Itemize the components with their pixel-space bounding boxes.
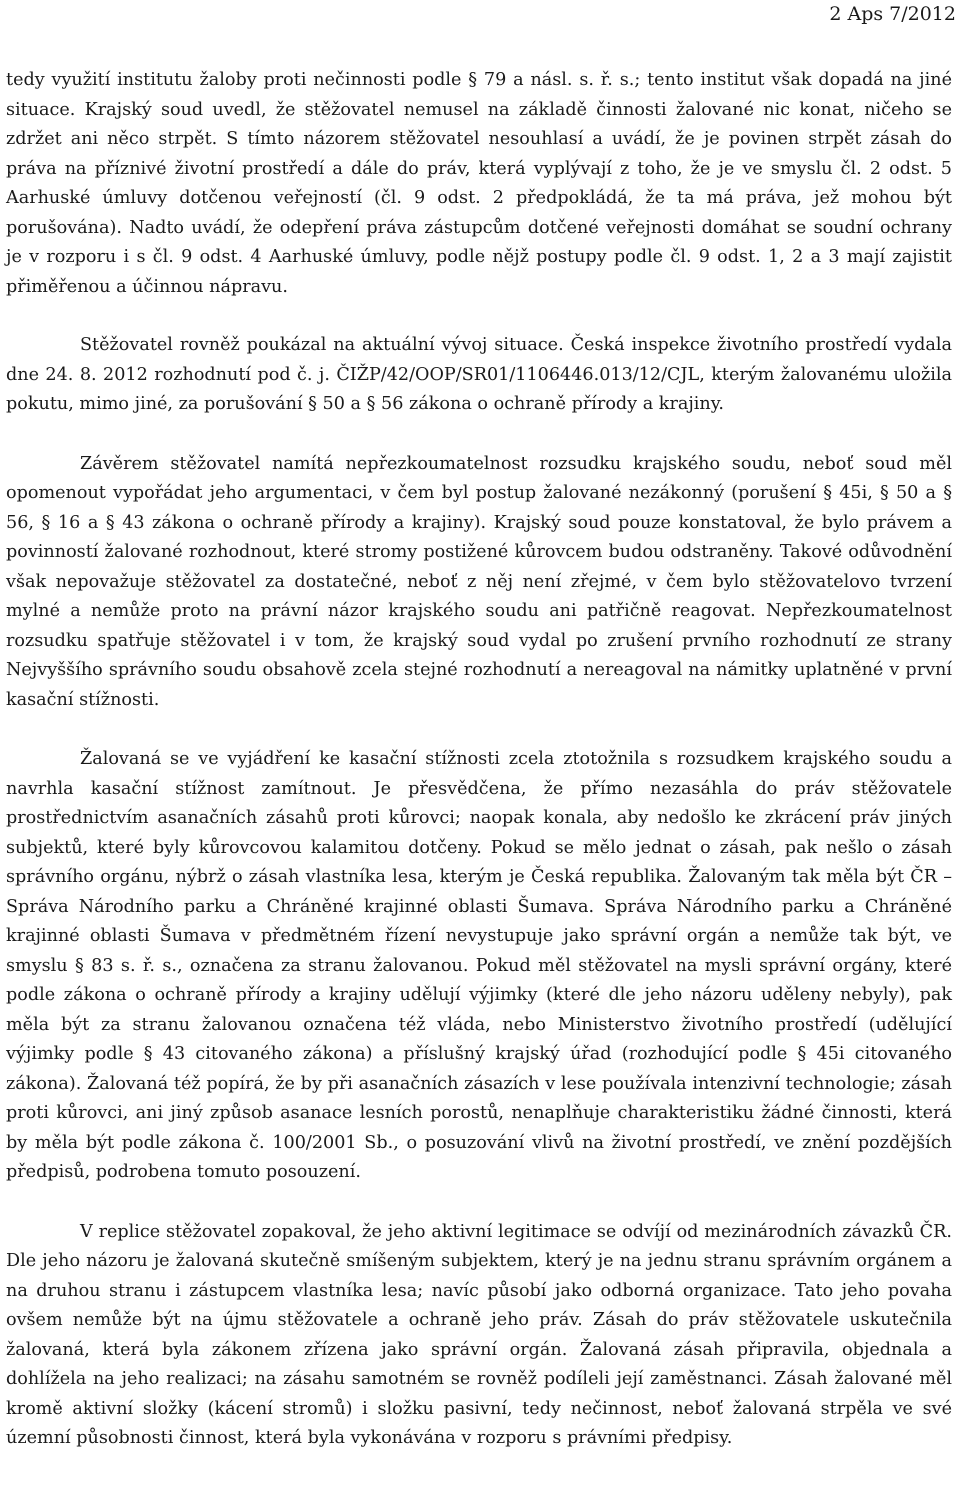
paragraph-1: tedy využití institutu žaloby proti nečinnosti podle § 79 a násl. s. ř. s.; tento institut však dopadá na jiné situace. Krajský soud uvedl, že stěžovatel nemusel na základě činnosti žalované nic konat, ničeho se zdržet ani něco strpět. S tímto názorem stěžovatel nesouhlasí a uvádí, že je povinen strpět zásah do práva na příznivé životní prostředí a dále do práv, která vyplývají z toho, že je ve smyslu čl. 2 odst. 5 Aarhuské úmluvy dotčenou veřejností (čl. 9 odst. 2 předpokládá, že ta má práva, jež mohou být porušována). Nadto uvádí, že odepření práva zástupcům dotčené veřejnosti domáhat se soudní ochrany je v rozporu i s čl. 9 odst. 4 Aarhuské úmluvy, podle nějž postupy podle čl. 9 odst. 1, 2 a 3 mají zajistit přiměřenou a účinnou nápravu. — [6, 70, 952, 297]
paragraph-2: Stěžovatel rovněž poukázal na aktuální vývoj situace. Česká inspekce životního prostředí vydala dne 24. 8. 2012 rozhodnutí pod č. j. ČIŽP/42/OOP/SR01/1106446.013/12/CJL, kterým žalovanému uložila pokutu, mimo jiné, za porušování § 50 a § 56 zákona o ochraně přírody a krajiny. — [6, 335, 952, 414]
case-reference: 2 Aps 7/2012 — [829, 3, 956, 25]
document-body — [6, 66, 952, 1454]
paragraph-3: Závěrem stěžovatel namítá nepřezkoumatelnost rozsudku krajského soudu, neboť soud měl opomenout vypořádat jeho argumentaci, v čem byl postup žalované nezákonný (porušení § 45i, § 50 a § 56, § 16 a § 43 zákona o ochraně přírody a krajiny). Krajský soud pouze konstatoval, že bylo právem a povinností žalované rozhodnout, které stromy postižené kůrovcem budou odstraněny. Takové odůvodnění však nepovažuje stěžovatel za dostatečné, neboť z něj není zřejmé, v čem bylo stěžovatelovo tvrzení mylné a nemůže proto na právní názor krajského soudu ani patřičně reagovat. Nepřezkoumatelnost rozsudku spatřuje stěžovatel i v tom, že krajský soud vydal po zrušení prvního rozhodnutí ze strany Nejvyššího správního soudu obsahově zcela stejné rozhodnutí a nereagoval na námitky uplatněné v první kasační stížnosti. — [6, 453, 952, 710]
paragraph-5: V replice stěžovatel zopakoval, že jeho aktivní legitimace se odvíjí od mezinárodních závazků ČR. Dle jeho názoru je žalovaná skutečně smíšeným subjektem, který je na jednu stranu správním orgánem a na druhou stranu i zástupcem vlastníka lesa; navíc působí jako odborná organizace. Tato jeho povaha ovšem nemůže být na újmu stěžovatele a ochraně jeho práv. Zásah do práv stěžovatele uskutečnila žalovaná, která byla zákonem zřízena jako správní orgán. Žalovaná zásah připravila, objednala a dohlížela na jeho realizaci; na zásahu samotném se rovněž podíleli její zaměstnanci. Zásah žalované měl kromě aktivní složky (kácení stromů) i složku pasivní, tedy nečinnost, neboť žalovaná strpěla ve své územní působnosti činnost, která byla vykonávána v rozporu s právními předpisy. — [6, 1221, 952, 1448]
paragraph-4: Žalovaná se ve vyjádření ke kasační stížnosti zcela ztotožnila s rozsudkem krajského soudu a navrhla kasační stížnost zamítnout. Je přesvědčena, že přímo nezasáhla do práv stěžovatele prostřednictvím asanačních zásahů proti kůrovci; naopak konala, aby nedošlo ke zkrácení práv jiných subjektů, které byly kůrovcovou kalamitou dotčeny. Pokud se mělo jednat o zásah, pak nešlo o zásah správního orgánu, nýbrž o zásah vlastníka lesa, kterým je Česká republika. Žalovaným tak měla být ČR – Správa Národního parku a Chráněné krajinné oblasti Šumava. Správa Národního parku a Chráněné krajinné oblasti Šumava v předmětném řízení nevystupuje jako správní orgán a nemůže tak být, ve smyslu § 83 s. ř. s., označena za stranu žalovanou. Pokud měl stěžovatel na mysli správní orgány, které podle zákona o ochraně přírody a krajiny udělují výjimky (které dle jeho názoru uděleny nebyly), pak měla být za stranu žalovanou označena též vláda, nebo Ministerstvo životního prostředí (udělující výjimky podle § 43 citovaného zákona) a příslušný krajský úřad (rozhodující podle § 45i citovaného zákona). Žalovaná též popírá, že by při asanačních zásazích v lese používala intenzivní technologie; zásah proti kůrovci, ani jiný způsob asanace lesních porostů, nenaplňuje charakteristiku žádné činnosti, která by měla být podle zákona č. 100/2001 Sb., o posuzování vlivů na životní prostředí, ve znění pozdějších předpisů, podrobena tomuto posouzení. — [6, 749, 952, 1182]
